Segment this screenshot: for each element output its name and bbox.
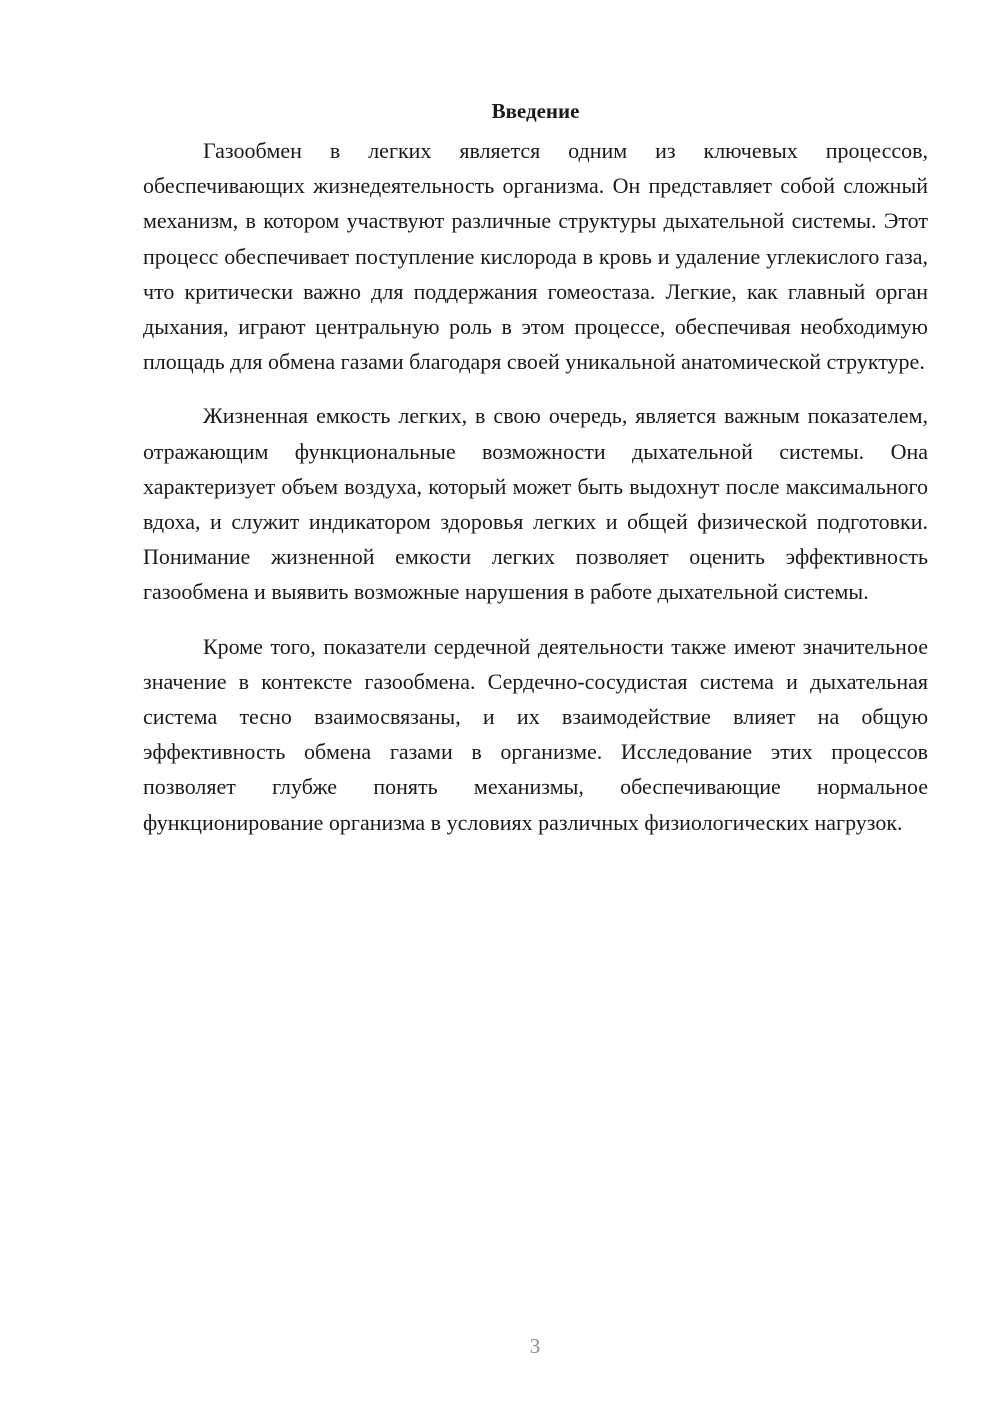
paragraph-vital-capacity: Жизненная емкость легких, в свою очередь, является важным показателем, отражающим функциональные возможности дыхательной системы. Она характеризует объем воздуха, который может быть выдохнут после максимального вдоха, и служит индикатором здоровья легких и общей физической подготовки. Понимание жизненной емкости легких позволяет оценить эффективность газообмена и выявить возможные нарушения в работе дыхательной системы. [143, 403, 928, 605]
paragraph-cardiac-activity: Кроме того, показатели сердечной деятельности также имеют значительное значение в контексте газообмена. Сердечно-сосудистая система и дыхательная система тесно взаимосвязаны, и их взаимодействие влияет на общую эффективность обмена газами в организме. Исследование этих процессов позволяет глубже понять механизмы, обеспечивающие нормальное функционирование организма в условиях различных физиологических нагрузок. [143, 633, 928, 835]
page-content [143, 96, 928, 840]
paragraph-gas-exchange: Газообмен в легких является одним из ключевых процессов, обеспечивающих жизнедеятельность организма. Он представляет собой сложный механизм, в котором участвуют различные структуры дыхательной системы. Этот процесс обеспечивает поступление кислорода в кровь и удаление углекислого газа, что критически важно для поддержания гомеостаза. Легкие, как главный орган дыхания, играют центральную роль в этом процессе, обеспечивая необходимую площадь для обмена газами благодаря своей уникальной анатомической структуре. [143, 138, 928, 375]
page-number: 3 [529, 1334, 541, 1358]
section-heading: Введение [491, 99, 580, 123]
